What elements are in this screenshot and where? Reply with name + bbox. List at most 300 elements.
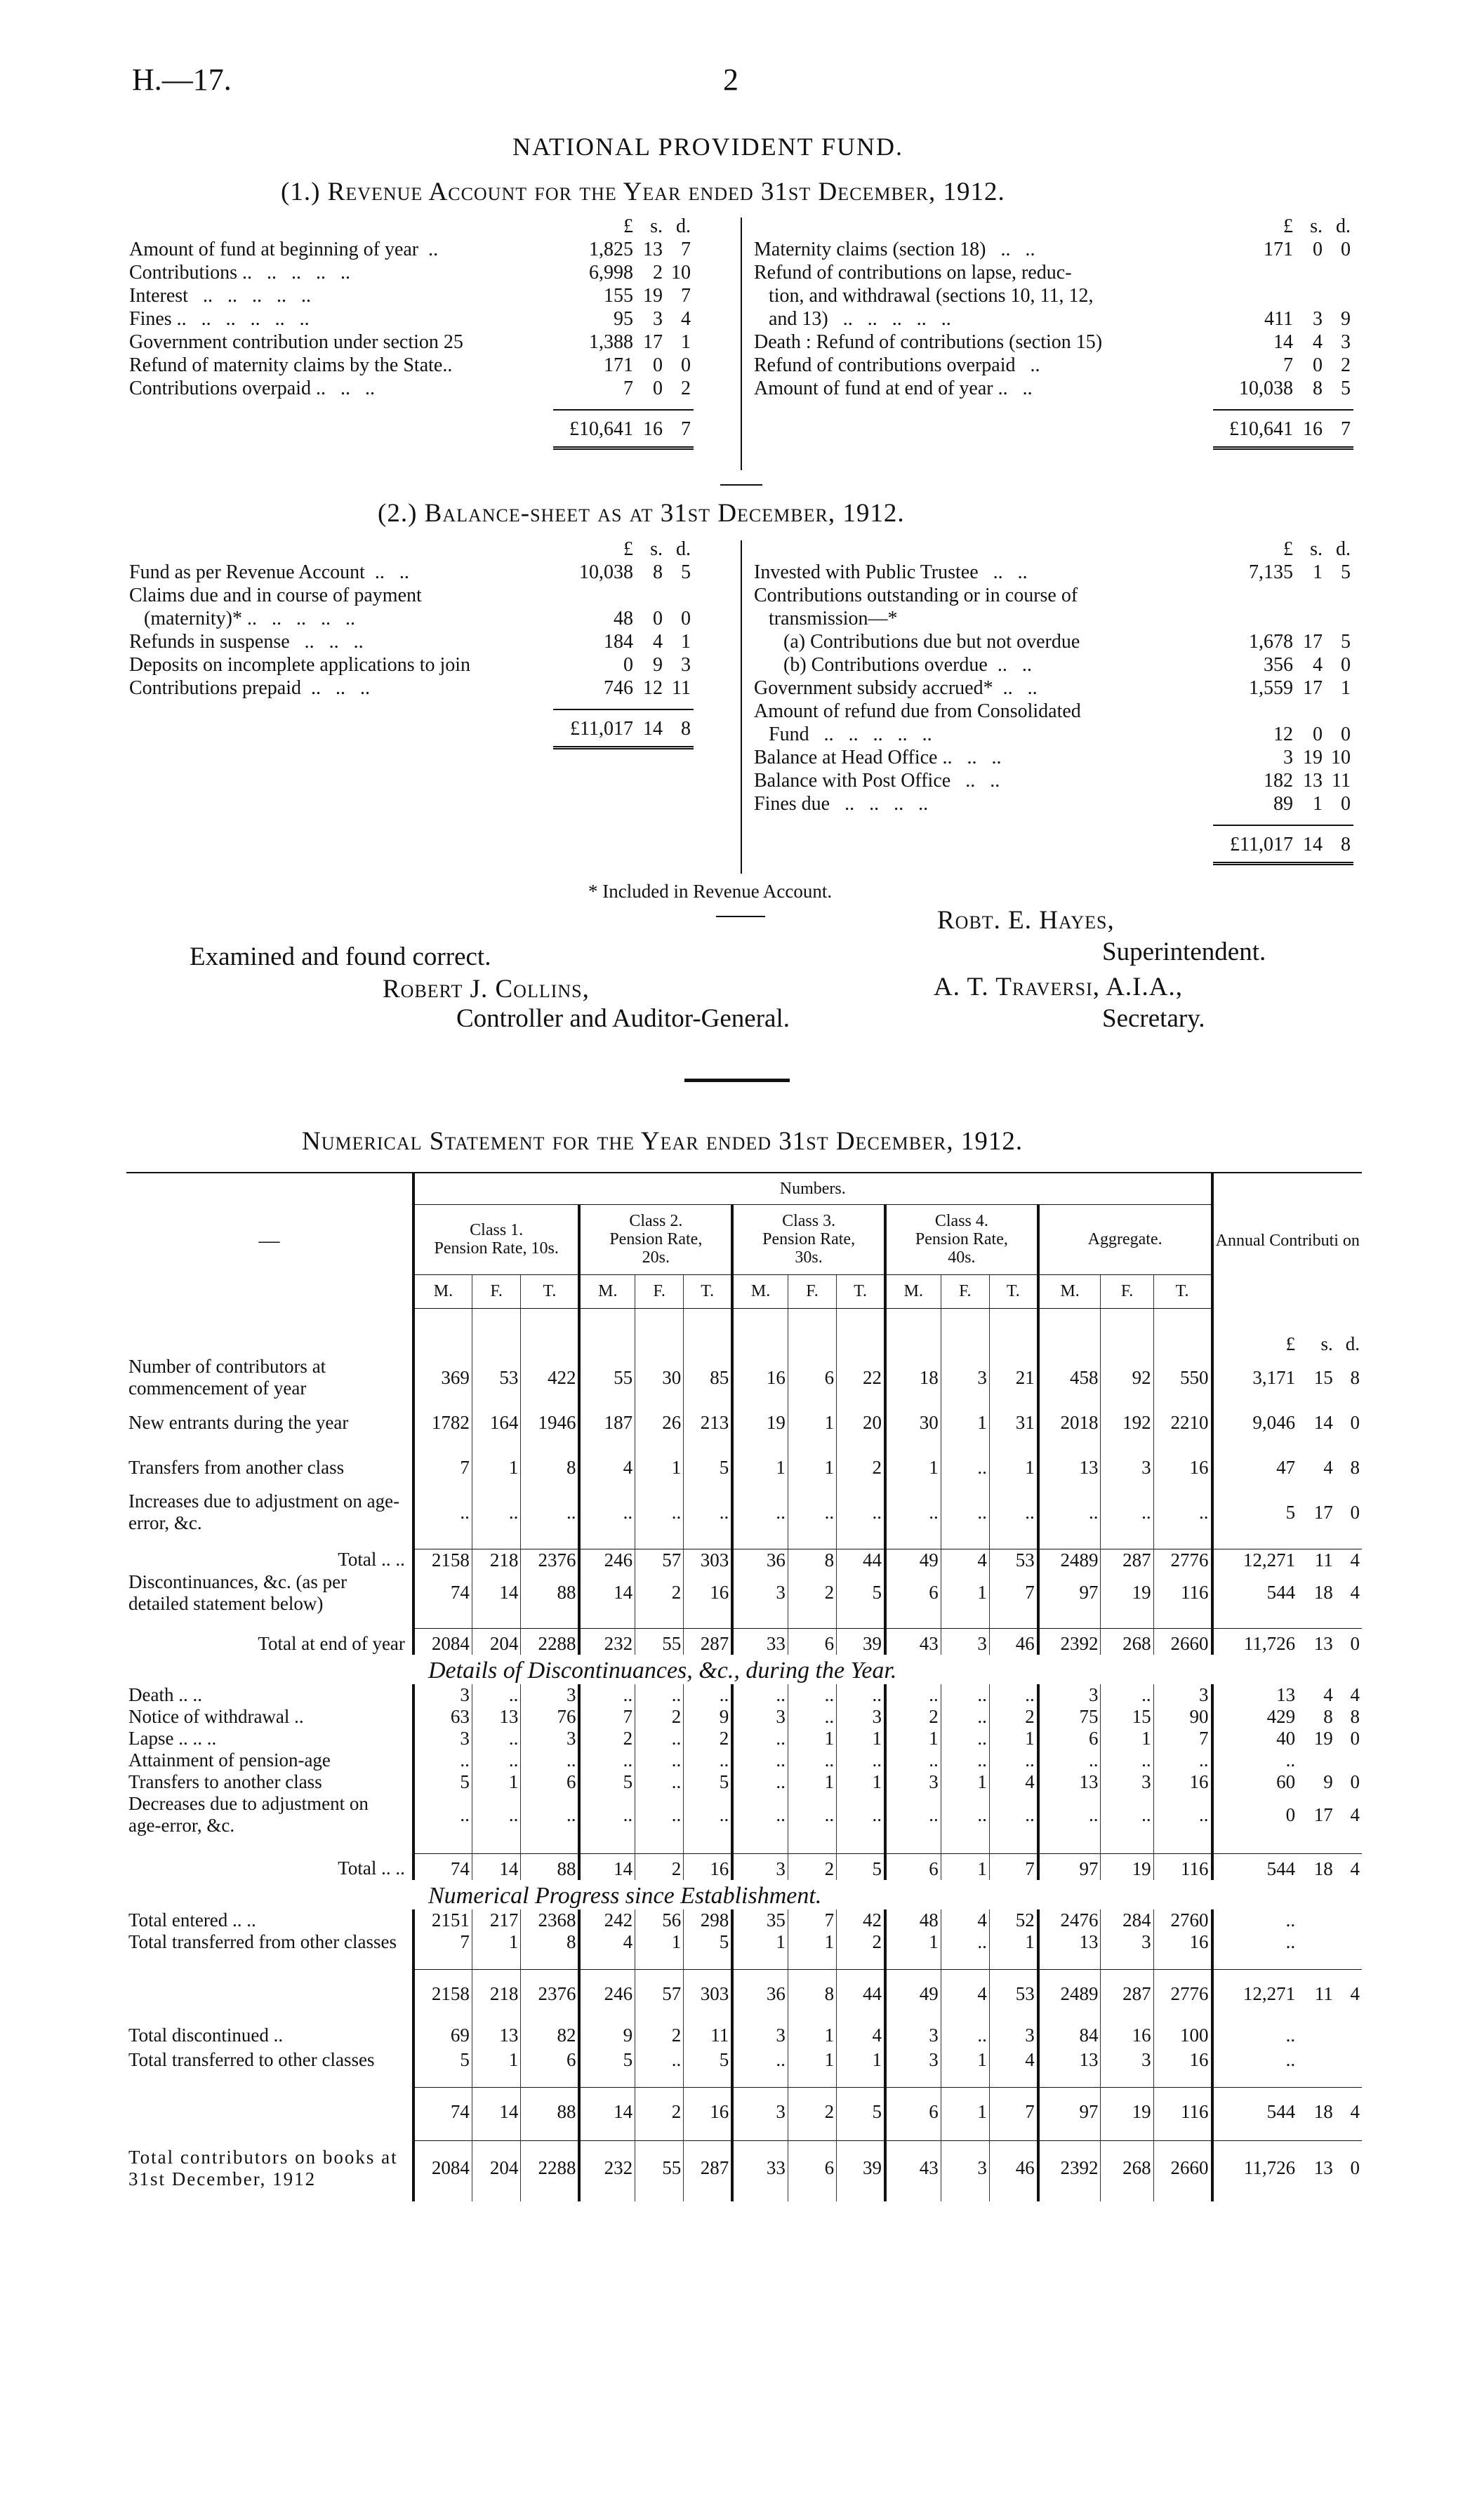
shillings: 12: [643, 677, 663, 699]
total-spacer: [751, 410, 1213, 448]
count-cell: 2489: [1038, 1549, 1101, 1571]
count-cell: 2: [635, 2022, 684, 2046]
shillings: 17: [643, 331, 663, 353]
pence: 0: [1341, 793, 1351, 815]
count-cell: ..: [732, 1793, 788, 1836]
pence: 1: [681, 331, 691, 353]
count-cell: ..: [635, 1490, 684, 1535]
pence: 2: [681, 378, 691, 399]
count-cell: ..: [635, 2046, 684, 2071]
count-cell: ..: [1038, 1490, 1101, 1535]
count-cell: ..: [941, 1490, 989, 1535]
stub-heading: —: [258, 1229, 280, 1252]
pence: 5: [1341, 631, 1351, 653]
count-cell: 1: [635, 1931, 684, 1953]
count-cell: 4: [579, 1931, 635, 1953]
pounds: £11,017: [570, 718, 633, 740]
class-heading: [413, 1204, 580, 1274]
count-cell: 3: [732, 1571, 788, 1615]
contribution-cell: [1335, 2046, 1362, 2071]
contribution-cell: 13: [1212, 1684, 1298, 1706]
shillings: 16: [1303, 418, 1323, 440]
contribution-cell: [1297, 2046, 1335, 2071]
count-cell: 16: [1153, 1445, 1212, 1490]
count-cell: 6: [521, 1771, 580, 1793]
count-cell: 7: [989, 1571, 1038, 1615]
count-cell: 16: [1101, 2022, 1153, 2046]
count-cell: 284: [1101, 1909, 1153, 1931]
count-cell: ..: [1101, 1749, 1153, 1771]
examined-statement: Examined and found correct.: [190, 942, 491, 971]
row-label: Total discontinued ..: [128, 2024, 284, 2046]
count-cell: 1: [941, 1571, 989, 1615]
contribution-cell: 4: [1350, 1684, 1360, 1705]
count-cell: 7: [1153, 1728, 1212, 1749]
count-cell: 287: [684, 1629, 732, 1655]
count-cell: 1: [885, 1728, 941, 1749]
count-cell: ..: [941, 1728, 989, 1749]
contribution-cell: 60: [1212, 1771, 1298, 1793]
count-cell: 31: [989, 1400, 1038, 1445]
pence: 5: [681, 561, 691, 583]
pounds: 10,038: [579, 561, 633, 583]
account-row: [751, 630, 1353, 653]
contribution-cell: 11,726: [1212, 2141, 1298, 2190]
account-amount: [553, 607, 694, 630]
count-cell: 13: [472, 1706, 521, 1728]
count-cell: 3: [1038, 1684, 1101, 1706]
account-label: Refund of contributions overpaid ..: [754, 354, 1040, 376]
count-cell: 74: [413, 1571, 472, 1615]
count-cell: ..: [521, 1490, 580, 1535]
contribution-cell: 5: [1212, 1490, 1298, 1535]
account-row: [751, 676, 1353, 700]
pence: 9: [1341, 308, 1351, 330]
row-label: Death .. ..: [128, 1684, 202, 1705]
auditor-title: Controller and Auditor-General.: [456, 1004, 790, 1033]
pence: 0: [1341, 654, 1351, 676]
account-label: Interest .. .. .. .. ..: [129, 285, 311, 307]
account-row: [751, 377, 1353, 400]
count-cell: 9: [579, 2022, 635, 2046]
contribution-cell: 9: [1323, 1771, 1333, 1792]
pence: 3: [1341, 331, 1351, 353]
count-cell: 75: [1038, 1706, 1101, 1728]
contribution-cell: 12,271: [1212, 1970, 1298, 2012]
count-cell: 63: [413, 1706, 472, 1728]
pence: 7: [681, 239, 691, 260]
account-amount: [553, 630, 694, 653]
auditor-signature: Robert J. Collins,: [383, 975, 590, 1004]
section-divider-bold: [684, 1079, 790, 1082]
count-cell: 4: [989, 2046, 1038, 2071]
count-cell: ..: [989, 1749, 1038, 1771]
contribution-cell: [1297, 2022, 1335, 2046]
count-cell: ..: [788, 1793, 836, 1836]
count-cell: ..: [837, 1684, 885, 1706]
page-number: 2: [723, 62, 738, 97]
table-row: [126, 1400, 1362, 1445]
lsd-header-spacer: [751, 538, 1213, 561]
progress-row: [126, 2046, 1362, 2071]
count-cell: ..: [788, 1490, 836, 1535]
count-cell: 13: [472, 2022, 521, 2046]
pounds: 356: [1264, 654, 1293, 676]
account-amount: [1213, 331, 1353, 354]
class-heading: [885, 1204, 1038, 1274]
count-cell: 2: [635, 2088, 684, 2130]
pounds: 0: [623, 654, 633, 676]
count-cell: 2: [885, 1706, 941, 1728]
count-cell: 43: [885, 2141, 941, 2190]
shillings: 19: [1303, 747, 1323, 768]
count-cell: ..: [521, 1749, 580, 1771]
contribution-cell: 4: [1335, 1970, 1362, 2012]
count-cell: 55: [635, 2141, 684, 2190]
lsd-header: [553, 215, 694, 238]
spacer-row: [126, 1308, 1362, 1333]
count-cell: 3: [732, 1706, 788, 1728]
count-cell: 287: [1101, 1970, 1153, 2012]
superintendent-title: Superintendent.: [1102, 938, 1266, 966]
count-cell: 21: [989, 1355, 1038, 1400]
count-cell: 88: [521, 2088, 580, 2130]
account-label: Amount of fund at beginning of year ..: [129, 239, 439, 260]
count-cell: 88: [521, 1571, 580, 1615]
count-cell: 217: [472, 1909, 521, 1931]
spacer-row: [126, 1953, 1362, 1970]
count-cell: 2376: [521, 1549, 580, 1571]
account-amount: [1213, 746, 1353, 769]
shillings: 0: [653, 354, 663, 376]
count-cell: 5: [684, 1771, 732, 1793]
shillings: 3: [653, 308, 663, 330]
mft-heading: M.: [579, 1274, 635, 1308]
count-cell: ..: [1101, 1490, 1153, 1535]
account-row: [751, 354, 1353, 377]
account-label: Invested with Public Trustee .. ..: [754, 561, 1028, 583]
count-cell: ..: [472, 1490, 521, 1535]
shillings: 0: [653, 378, 663, 399]
row-label: Decreases due to adjustment on age-error, &c.: [128, 1793, 369, 1836]
count-cell: 49: [885, 1549, 941, 1571]
mft-heading: T.: [1153, 1274, 1212, 1308]
contribution-cell: ..: [1212, 1909, 1298, 1931]
account-label: Balance with Post Office .. ..: [754, 770, 1000, 792]
account-label: Contributions prepaid .. .. ..: [129, 677, 370, 699]
count-cell: 2288: [521, 2141, 580, 2190]
count-cell: ..: [472, 1728, 521, 1749]
count-cell: 8: [521, 1445, 580, 1490]
class-heading-line: Class 4.: [934, 1212, 988, 1230]
account-row: [751, 723, 1353, 746]
end-total-row: [126, 1629, 1362, 1655]
count-cell: 46: [989, 1629, 1038, 1655]
pounds: 14: [1273, 331, 1293, 353]
account-amount: [1213, 792, 1353, 815]
row-label: [126, 1970, 413, 2012]
class-heading-line: Aggregate.: [1087, 1230, 1162, 1248]
contribution-cell: 4: [1350, 1804, 1360, 1825]
account-row: [751, 584, 1353, 607]
account-amount: [553, 238, 694, 261]
account-label: Refunds in suspense .. .. ..: [129, 631, 364, 653]
count-cell: 2: [788, 2088, 836, 2130]
details-row: [126, 1728, 1362, 1749]
count-cell: 3: [732, 2088, 788, 2130]
count-cell: 7: [413, 1445, 472, 1490]
count-cell: 218: [472, 1549, 521, 1571]
account-amount: [553, 354, 694, 377]
count-cell: ..: [579, 1749, 635, 1771]
total-spacer: [751, 825, 1213, 864]
count-cell: 246: [579, 1549, 635, 1571]
progress-row: [126, 2022, 1362, 2046]
count-cell: 116: [1153, 2088, 1212, 2130]
pounds: 95: [614, 308, 633, 330]
count-cell: 16: [1153, 1931, 1212, 1953]
count-cell: 1782: [413, 1400, 472, 1445]
count-cell: 53: [989, 1549, 1038, 1571]
count-cell: 3: [1101, 1931, 1153, 1953]
count-cell: 2: [837, 1445, 885, 1490]
count-cell: 1: [989, 1931, 1038, 1953]
count-cell: 92: [1101, 1355, 1153, 1400]
lsd-unit-label: d.: [676, 538, 691, 560]
shillings: 0: [1313, 724, 1323, 745]
count-cell: 1: [732, 1445, 788, 1490]
account-label: Contributions overpaid .. .. ..: [129, 378, 375, 399]
pounds: 411: [1264, 308, 1293, 330]
account-amount: [1213, 584, 1353, 607]
count-cell: 16: [1153, 2046, 1212, 2071]
count-cell: 5: [413, 1771, 472, 1793]
shillings: 14: [1303, 834, 1323, 855]
count-cell: 1: [837, 2046, 885, 2071]
mft-heading: F.: [635, 1274, 684, 1308]
count-cell: 1: [941, 1853, 989, 1880]
footnote-rule: [716, 916, 765, 917]
pounds: 7: [1283, 354, 1293, 376]
pounds: 171: [1264, 239, 1293, 260]
spacer-row: [126, 1836, 1362, 1853]
account-label: (b) Contributions overdue .. ..: [754, 654, 1032, 676]
pounds: 171: [604, 354, 633, 376]
count-cell: 2: [788, 1571, 836, 1615]
account-row: [751, 261, 1353, 284]
table-row: [126, 1490, 1362, 1535]
shillings: 13: [643, 239, 663, 260]
count-cell: 2760: [1153, 1909, 1212, 1931]
account-amount: [1213, 284, 1353, 307]
contribution-cell: 11: [1297, 1970, 1335, 2012]
contribution-cell: 9,046: [1212, 1400, 1298, 1445]
lsd-unit-label: £: [623, 538, 633, 560]
account-amount: [1213, 354, 1353, 377]
count-cell: 2288: [521, 1629, 580, 1655]
count-cell: 16: [684, 2088, 732, 2130]
lsd-unit-label: d.: [676, 215, 691, 237]
count-cell: 2158: [413, 1549, 472, 1571]
contribution-cell: 4: [1323, 1684, 1333, 1705]
mft-heading: M.: [732, 1274, 788, 1308]
count-cell: ..: [635, 1771, 684, 1793]
count-cell: 16: [1153, 1771, 1212, 1793]
account-row: [126, 354, 694, 377]
count-cell: 2: [989, 1706, 1038, 1728]
contribution-cell: [1297, 1909, 1335, 1931]
contribution-cell: 4: [1335, 1853, 1362, 1880]
shillings: 0: [1313, 239, 1323, 260]
count-cell: 11: [684, 2022, 732, 2046]
count-cell: 2151: [413, 1909, 472, 1931]
count-cell: 1: [941, 1400, 989, 1445]
count-cell: 1946: [521, 1400, 580, 1445]
pence: 0: [681, 354, 691, 376]
shillings: 19: [643, 285, 663, 307]
count-cell: 2660: [1153, 2141, 1212, 2190]
count-cell: ..: [472, 1749, 521, 1771]
count-cell: 1: [472, 1931, 521, 1953]
account-amount: [553, 653, 694, 676]
count-cell: 6: [1038, 1728, 1101, 1749]
count-cell: 36: [732, 1549, 788, 1571]
account-label: Deposits on incomplete applications to join: [129, 654, 471, 676]
row-label: Total .. ..: [338, 1549, 405, 1571]
pence: 0: [681, 608, 691, 629]
count-cell: 13: [1038, 2046, 1101, 2071]
contribution-cell: 0: [1335, 2141, 1362, 2190]
balance-footnote: * Included in Revenue Account.: [588, 881, 833, 902]
contribution-cell: 13: [1297, 2141, 1335, 2190]
count-cell: 187: [579, 1400, 635, 1445]
shillings: 1: [1313, 793, 1323, 815]
count-cell: 56: [635, 1909, 684, 1931]
row-label: Total transferred from other classes: [128, 1931, 397, 1952]
row-label: Notice of withdrawal ..: [128, 1706, 304, 1727]
count-cell: 43: [885, 1629, 941, 1655]
count-cell: 1: [472, 2046, 521, 2071]
count-cell: 1: [941, 2088, 989, 2130]
contribution-cell: 0: [1350, 1728, 1360, 1749]
count-cell: 90: [1153, 1706, 1212, 1728]
account-amount: [553, 377, 694, 400]
count-cell: 8: [788, 1549, 836, 1571]
shillings: 4: [1313, 331, 1323, 353]
account-amount: [553, 584, 694, 607]
balance-heading: (2.) Balance-sheet as at 31st December, 1912.: [378, 499, 905, 528]
count-cell: 1: [885, 1445, 941, 1490]
count-cell: 1: [1101, 1728, 1153, 1749]
count-cell: 116: [1153, 1571, 1212, 1615]
pence: 0: [1341, 239, 1351, 260]
contribution-cell: 18: [1297, 1853, 1335, 1880]
details-row: [126, 1684, 1362, 1706]
balance-divider: [741, 540, 742, 874]
count-cell: ..: [684, 1684, 732, 1706]
count-cell: 36: [732, 1970, 788, 2012]
account-amount: [1213, 653, 1353, 676]
contribution-cell: 544: [1212, 2088, 1298, 2130]
account-row: [126, 331, 694, 354]
count-cell: 3: [732, 1853, 788, 1880]
count-cell: ..: [941, 1749, 989, 1771]
count-cell: 14: [472, 1571, 521, 1615]
count-cell: 49: [885, 1970, 941, 2012]
pounds: £11,017: [1230, 834, 1293, 855]
account-amount: [1213, 561, 1353, 584]
count-cell: 1: [788, 1771, 836, 1793]
count-cell: 15: [1101, 1706, 1153, 1728]
contribution-cell: 4: [1323, 1456, 1333, 1478]
count-cell: 1: [885, 1931, 941, 1953]
count-cell: ..: [989, 1793, 1038, 1836]
account-label: Claims due and in course of payment: [129, 585, 422, 606]
count-cell: 53: [472, 1355, 521, 1400]
annual-contribution-heading: Annual Contributi on: [1212, 1173, 1362, 1308]
count-cell: ..: [837, 1749, 885, 1771]
account-row: [126, 676, 694, 700]
count-cell: 2476: [1038, 1909, 1101, 1931]
count-cell: ..: [941, 1931, 989, 1953]
mft-heading: T.: [521, 1274, 580, 1308]
count-cell: 5: [837, 1853, 885, 1880]
count-cell: ..: [1038, 1793, 1101, 1836]
account-label: Fund .. .. .. .. ..: [754, 724, 932, 745]
account-amount: [553, 561, 694, 584]
account-row: [126, 261, 694, 284]
contribution-cell: 17: [1313, 1501, 1333, 1523]
account-amount: [1213, 700, 1353, 723]
count-cell: ..: [413, 1749, 472, 1771]
pence: 11: [672, 677, 691, 699]
class-heading-line: Pension Rate, 10s.: [434, 1239, 559, 1258]
contribution-cell: 11,726: [1212, 1629, 1298, 1655]
contribution-cell: 19: [1313, 1728, 1333, 1749]
count-cell: 2084: [413, 2141, 472, 2190]
lsd-unit-label: s.: [650, 538, 663, 560]
count-cell: 5: [684, 1445, 732, 1490]
count-cell: ..: [635, 1749, 684, 1771]
contribution-cell: [1335, 1749, 1362, 1771]
count-cell: 2392: [1038, 1629, 1101, 1655]
count-cell: 97: [1038, 2088, 1101, 2130]
count-cell: 1: [472, 1445, 521, 1490]
contribution-cell: 12,271: [1212, 1549, 1298, 1571]
mft-heading: F.: [941, 1274, 989, 1308]
details-row: [126, 1749, 1362, 1771]
count-cell: 1: [989, 1445, 1038, 1490]
count-cell: 3: [1153, 1684, 1212, 1706]
balance-right: [751, 538, 1353, 865]
count-cell: ..: [521, 1793, 580, 1836]
account-total: [1213, 410, 1353, 448]
count-cell: 33: [732, 2141, 788, 2190]
mft-heading: M.: [1038, 1274, 1101, 1308]
count-cell: ..: [788, 1684, 836, 1706]
lsd-unit-label: d.: [1345, 1333, 1360, 1354]
count-cell: 242: [579, 1909, 635, 1931]
lsd-unit-label: s.: [650, 215, 663, 237]
pounds: 10,038: [1239, 378, 1293, 399]
count-cell: 2368: [521, 1909, 580, 1931]
count-cell: 22: [837, 1355, 885, 1400]
count-cell: 3: [837, 1706, 885, 1728]
count-cell: 44: [837, 1970, 885, 2012]
progress-row: [126, 1931, 1362, 1953]
pounds: 7: [623, 378, 633, 399]
contribution-cell: [1335, 1909, 1362, 1931]
